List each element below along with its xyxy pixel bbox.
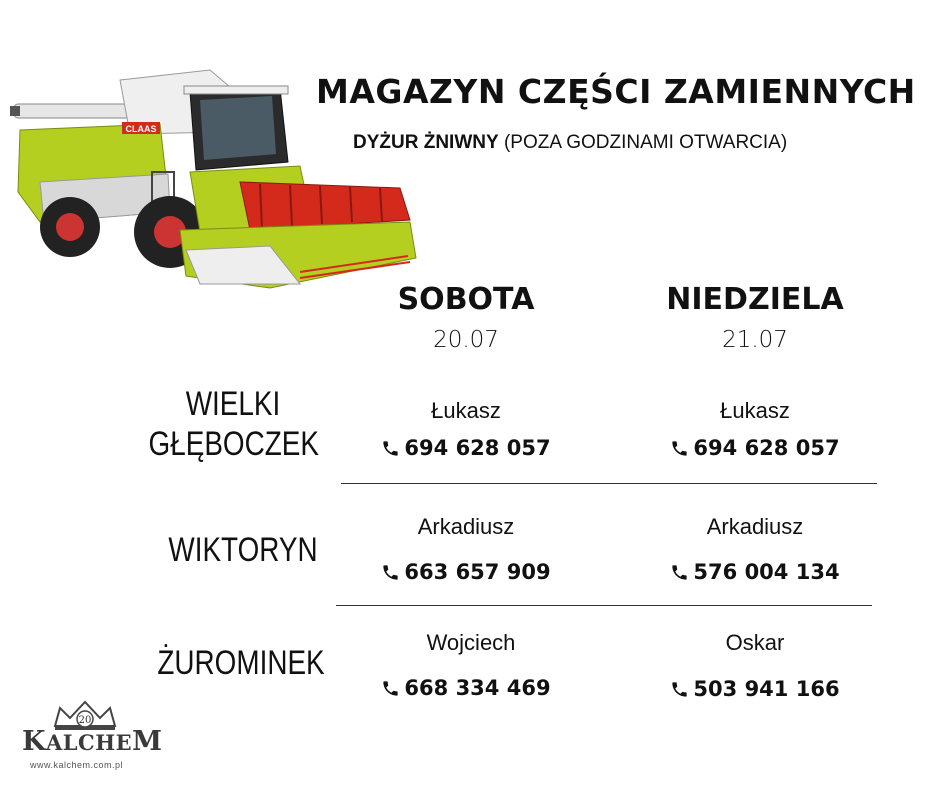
- company-url: www.kalchem.com.pl: [30, 760, 124, 770]
- company-logo: [22, 726, 162, 757]
- logo-last-letter: M: [132, 726, 163, 757]
- logo-first-letter: K: [22, 726, 46, 757]
- contact-phone[interactable]: [336, 676, 596, 700]
- contact-phone[interactable]: [625, 677, 885, 701]
- phone-number: 503 941 166: [693, 677, 840, 701]
- phone-number: 694 628 057: [693, 436, 840, 460]
- location-line1: WIELKI: [185, 385, 281, 423]
- phone-icon: [670, 563, 689, 582]
- location-zurominek: ŻUROMINEK: [157, 644, 325, 682]
- phone-icon: [670, 439, 689, 458]
- logo-badge: 20: [78, 715, 92, 726]
- page-subtitle: [353, 132, 787, 154]
- contact-phone[interactable]: [625, 436, 885, 460]
- phone-number: 694 628 057: [404, 436, 551, 460]
- location-wiktoryn: WIKTORYN: [168, 531, 318, 569]
- contact-name: Oskar: [725, 630, 785, 655]
- row-divider: [341, 483, 877, 484]
- date-saturday: 20.07: [433, 327, 499, 353]
- contact-phone[interactable]: [336, 560, 596, 584]
- subtitle-rest: (POZA GODZINAMI OTWARCIA): [503, 132, 788, 153]
- contact-name: Arkadiusz: [417, 514, 515, 539]
- contact-phone[interactable]: [625, 560, 885, 584]
- phone-number: 663 657 909: [404, 560, 551, 584]
- phone-icon: [381, 439, 400, 458]
- contact-name: Łukasz: [720, 398, 790, 423]
- phone-icon: [381, 679, 400, 698]
- row-divider: [336, 605, 872, 606]
- location-line2: GŁĘBOCZEK: [148, 425, 319, 463]
- day-saturday: SOBOTA: [397, 282, 535, 317]
- day-sunday: NIEDZIELA: [666, 282, 844, 317]
- contact-name: Wojciech: [426, 630, 516, 655]
- page-title: MAGAZYN CZĘŚCI ZAMIENNYCH: [316, 72, 916, 111]
- date-sunday: 21.07: [722, 327, 788, 353]
- brand-label: CLAAS: [125, 124, 157, 134]
- contact-name: Arkadiusz: [706, 514, 804, 539]
- phone-number: 576 004 134: [693, 560, 840, 584]
- contact-name: Łukasz: [431, 398, 501, 423]
- phone-icon: [670, 680, 689, 699]
- location-wielki-gleboczek: [149, 384, 318, 464]
- phone-icon: [381, 563, 400, 582]
- logo-middle: ALCHE: [45, 730, 133, 755]
- subtitle-bold: DYŻUR ŻNIWNY: [353, 132, 499, 153]
- phone-number: 668 334 469: [404, 676, 551, 700]
- contact-phone[interactable]: [336, 436, 596, 460]
